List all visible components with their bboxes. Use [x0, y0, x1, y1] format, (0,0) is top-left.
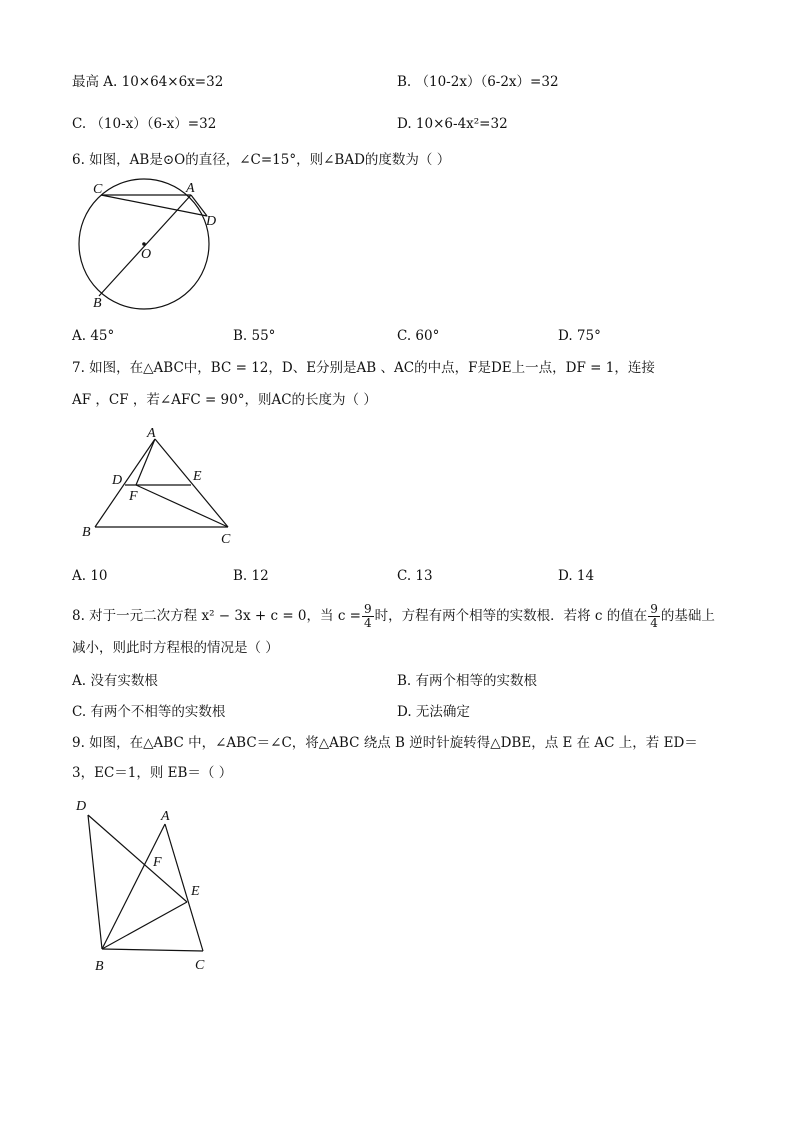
q8-fraction-1 — [362, 603, 374, 630]
q8-option-a: A. 没有实数根 — [72, 673, 158, 689]
label-e: E — [191, 884, 200, 899]
label-c: C — [195, 958, 205, 973]
q7-option-c: C. 13 — [397, 568, 433, 584]
q9-stem-line1: 9. 如图，在△ABC 中，∠ABC＝∠C，将△ABC 绕点 B 逆时针旋转得△DBE，点 E 在 AC 上，若 ED＝ — [72, 735, 698, 751]
q7-option-a: A. 10 — [72, 568, 108, 584]
q7-stem-line1: 7. 如图，在△ABC中，BC = 12，D、E分别是AB 、AC的中点，F是DE上一点，DF = 1，连接 — [72, 360, 655, 376]
label-c: C — [221, 532, 231, 547]
q7-stem-line2: AF ，CF ，若∠AFC = 90°，则AC的长度为（ ） — [72, 392, 377, 408]
label-a: A — [161, 809, 170, 824]
label-b: B — [82, 525, 91, 540]
side-ac — [155, 439, 228, 527]
q8-stem-mid: 时，方程有两个相等的实数根．若将 c 的值在 — [374, 608, 648, 624]
q6-circle-figure — [72, 178, 222, 318]
label-c: C — [93, 182, 103, 197]
segment-eb — [102, 902, 187, 949]
diameter-ab — [99, 195, 191, 296]
q8-fraction-2 — [648, 603, 660, 630]
label-o: O — [141, 247, 152, 262]
q6-option-d: D. 75° — [558, 328, 601, 344]
q6-option-a: A. 45° — [72, 328, 115, 344]
center-dot — [142, 242, 146, 246]
fraction-numerator: 9 — [650, 602, 658, 616]
q8-option-b: B. 有两个相等的实数根 — [397, 673, 538, 689]
fraction-denominator: 4 — [363, 616, 372, 630]
q5-option-d: D. 10×6-4x²=32 — [397, 116, 508, 132]
label-d: D — [112, 473, 123, 488]
label-a: A — [147, 426, 156, 441]
q8-stem-pre: 8. 对于一元二次方程 x² − 3x + c = 0，当 c = — [72, 608, 361, 624]
label-f: F — [153, 855, 162, 870]
q8-stem-line1 — [72, 603, 715, 630]
q9-stem-line2: 3，EC＝1，则 EB＝（ ） — [72, 765, 233, 781]
q7-option-d: D. 14 — [558, 568, 595, 584]
segment-fc — [136, 485, 228, 527]
q5-option-b: B. （10-2x）（6-2x）=32 — [397, 74, 559, 90]
label-e: E — [193, 469, 202, 484]
label-d: D — [76, 799, 87, 814]
label-f: F — [129, 489, 138, 504]
q8-option-d: D. 无法确定 — [397, 704, 470, 720]
q8-stem-post: 的基础上 — [660, 608, 715, 624]
fraction-numerator: 9 — [363, 602, 372, 616]
label-b: B — [93, 296, 102, 311]
q8-option-c: C. 有两个不相等的实数根 — [72, 704, 226, 720]
q6-stem: 6. 如图，AB是⊙O的直径，∠C=15°，则∠BAD的度数为（ ） — [72, 152, 451, 168]
q9-triangle-figure — [72, 794, 222, 974]
segment-bc — [102, 949, 203, 951]
q6-option-b: B. 55° — [233, 328, 276, 344]
q5-option-c: C. （10-x）（6-x）=32 — [72, 116, 217, 132]
q7-triangle-figure — [80, 428, 240, 548]
q7-option-b: B. 12 — [233, 568, 269, 584]
label-b: B — [95, 959, 104, 974]
q8-stem-line2: 减小，则此时方程根的情况是（ ） — [72, 640, 279, 656]
segment-de — [88, 815, 187, 902]
label-d: D — [206, 214, 217, 229]
segment-cd — [101, 195, 207, 216]
q6-option-c: C. 60° — [397, 328, 440, 344]
segment-ab — [102, 824, 165, 949]
q5-option-a: 最高 A. 10×64×6x=32 — [72, 74, 224, 90]
side-ab — [95, 439, 155, 527]
fraction-denominator: 4 — [650, 616, 658, 630]
segment-db — [88, 815, 102, 949]
label-a: A — [186, 181, 195, 196]
